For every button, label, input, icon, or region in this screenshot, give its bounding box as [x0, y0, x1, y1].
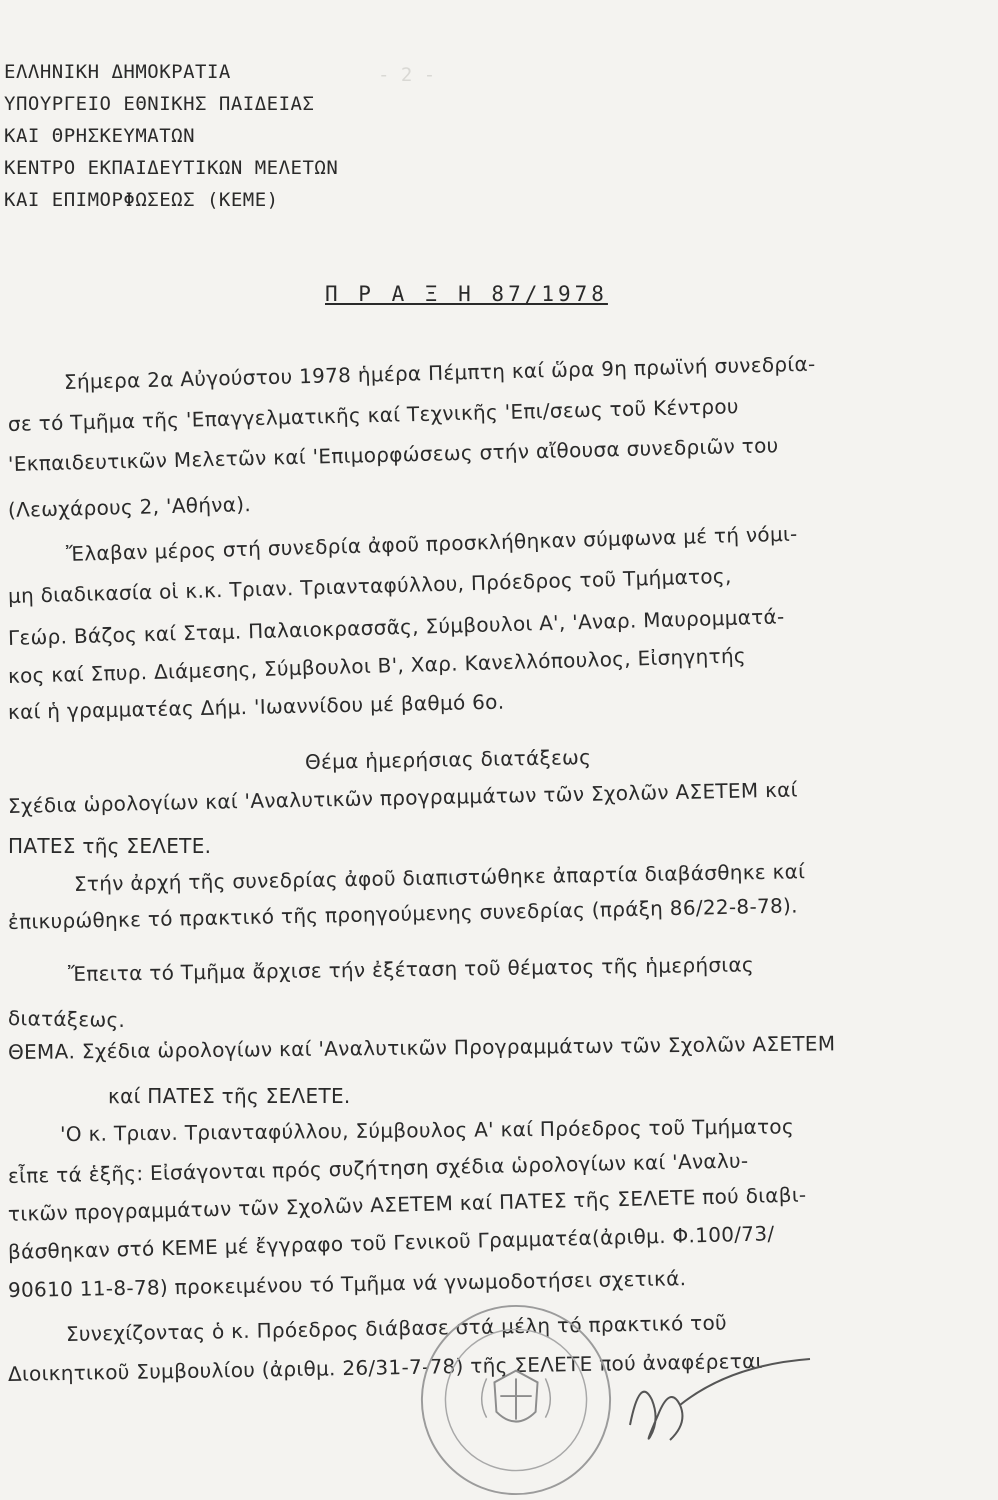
- body-line: τικῶν προγραμμάτων τῶν Σχολῶν ΑΣΕΤΕΜ καί ΠΑΤΕΣ τῆς ΣΕΛΕΤΕ πού διαβι-: [7, 1182, 807, 1226]
- letterhead: [4, 56, 338, 216]
- body-line: διατάξεως.: [7, 1006, 126, 1033]
- official-seal: [418, 1302, 614, 1498]
- body-line: Συνεχίζοντας ὁ κ. Πρόεδρος διάβασε στά μέλη τό πρακτικό τοῦ: [65, 1310, 728, 1346]
- body-line: καί ΠΑΤΕΣ τῆς ΣΕΛΕΤΕ.: [108, 1084, 351, 1108]
- body-line: Ἔπειτα τό Τμῆμα ἄρχισε τήν ἐξέταση τοῦ θέματος τῆς ἡμερήσιας: [67, 952, 755, 986]
- body-line: 'Ο κ. Τριαν. Τριανταφύλλου, Σύμβουλος Α' καί Πρόεδρος τοῦ Τμήματος: [59, 1114, 795, 1146]
- body-line: εἶπε τά ἑξῆς: Εἰσάγονται πρός συζήτηση σχέδια ὡρολογίων καί 'Αναλυ-: [7, 1148, 749, 1188]
- body-line: ἐπικυρώθηκε τό πρακτικό τῆς προηγούμενης συνεδρίας (πράξη 86/22-8-78).: [7, 893, 799, 934]
- body-line: καί ἡ γραμματέας Δήμ. 'Ιωαννίδου μέ βαθμό 6ο.: [7, 689, 505, 724]
- signature: [610, 1345, 820, 1455]
- body-line: μη διαδικασία οἱ κ.κ. Τριαν. Τριανταφύλλου, Πρόεδρος τοῦ Τμήματος,: [7, 563, 732, 608]
- body-line: Στήν ἀρχή τῆς συνεδρίας ἀφοῦ διαπιστώθηκε ἀπαρτία διαβάσθηκε καί: [73, 859, 806, 896]
- letterhead-line: ΚΑΙ ΘΡΗΣΚΕΥΜΑΤΩΝ: [4, 125, 196, 147]
- body-line: κος καί Σπυρ. Διάμεσης, Σύμβουλοι Β', Χαρ. Κανελλόπουλος, Εἰσηγητής: [7, 643, 747, 688]
- bleed-through-page-number: - 2 -: [378, 64, 436, 86]
- document-title: Π Ρ Α Ξ Η 87/1978: [325, 282, 608, 306]
- body-line: Σήμερα 2α Αὐγούστου 1978 ἡμέρα Πέμπτη καί ὥρα 9η πρωϊνή συνεδρία-: [63, 351, 816, 394]
- body-line: Ἔλαβαν μέρος στή συνεδρία ἀφοῦ προσκλήθηκαν σύμφωνα μέ τή νόμι-: [65, 521, 798, 566]
- body-line: Γεώρ. Βάζος καί Σταμ. Παλαιοκρασσᾶς, Σύμβουλοι Α', 'Αναρ. Μαυρομματά-: [7, 604, 785, 650]
- section-heading: Θέμα ἡμερήσιας διατάξεως: [304, 745, 592, 774]
- body-line: σε τό Τμῆμα τῆς 'Επαγγελματικῆς καί Τεχνικῆς 'Επι/σεως τοῦ Κέντρου: [7, 394, 740, 436]
- body-line: 90610 11-8-78) προκειμένου τό Τμῆμα νά γνωμοδοτήσει σχετικά.: [7, 1266, 687, 1302]
- letterhead-line: ΚΑΙ ΕΠΙΜΟΡΦΩΣΕΩΣ (ΚΕΜΕ): [4, 189, 279, 211]
- body-line: ΠΑΤΕΣ τῆς ΣΕΛΕΤΕ.: [8, 834, 212, 858]
- body-line: Διοικητικοῦ Συμβουλίου (ἀριθμ. 26/31-7-78) τῆς ΣΕΛΕΤΕ πού ἀναφέρεται: [7, 1348, 763, 1386]
- body-line: 'Εκπαιδευτικῶν Μελετῶν καί 'Επιμορφώσεως στήν αἴθουσα συνεδριῶν του: [7, 433, 779, 476]
- letterhead-line: ΥΠΟΥΡΓΕΙΟ ΕΘΝΙΚΗΣ ΠΑΙΔΕΙΑΣ: [4, 93, 315, 115]
- letterhead-line: ΕΛΛΗΝΙΚΗ ΔΗΜΟΚΡΑΤΙΑ: [4, 61, 231, 83]
- letterhead-line: ΚΕΝΤΡΟ ΕΚΠΑΙΔΕΥΤΙΚΩΝ ΜΕΛΕΤΩΝ: [4, 157, 339, 179]
- body-line: βάσθηκαν στό ΚΕΜΕ μέ ἔγγραφο τοῦ Γενικοῦ Γραμματέα(ἀριθμ. Φ.100/73/: [7, 1221, 775, 1264]
- body-line: (Λεωχάρους 2, 'Αθήνα).: [7, 492, 252, 522]
- body-line: Σχέδια ὡρολογίων καί 'Αναλυτικῶν προγραμμάτων τῶν Σχολῶν ΑΣΕΤΕΜ καί: [7, 777, 798, 818]
- body-line: ΘΕΜΑ. Σχέδια ὡρολογίων καί 'Αναλυτικῶν Προγραμμάτων τῶν Σχολῶν ΑΣΕΤΕΜ: [7, 1031, 836, 1064]
